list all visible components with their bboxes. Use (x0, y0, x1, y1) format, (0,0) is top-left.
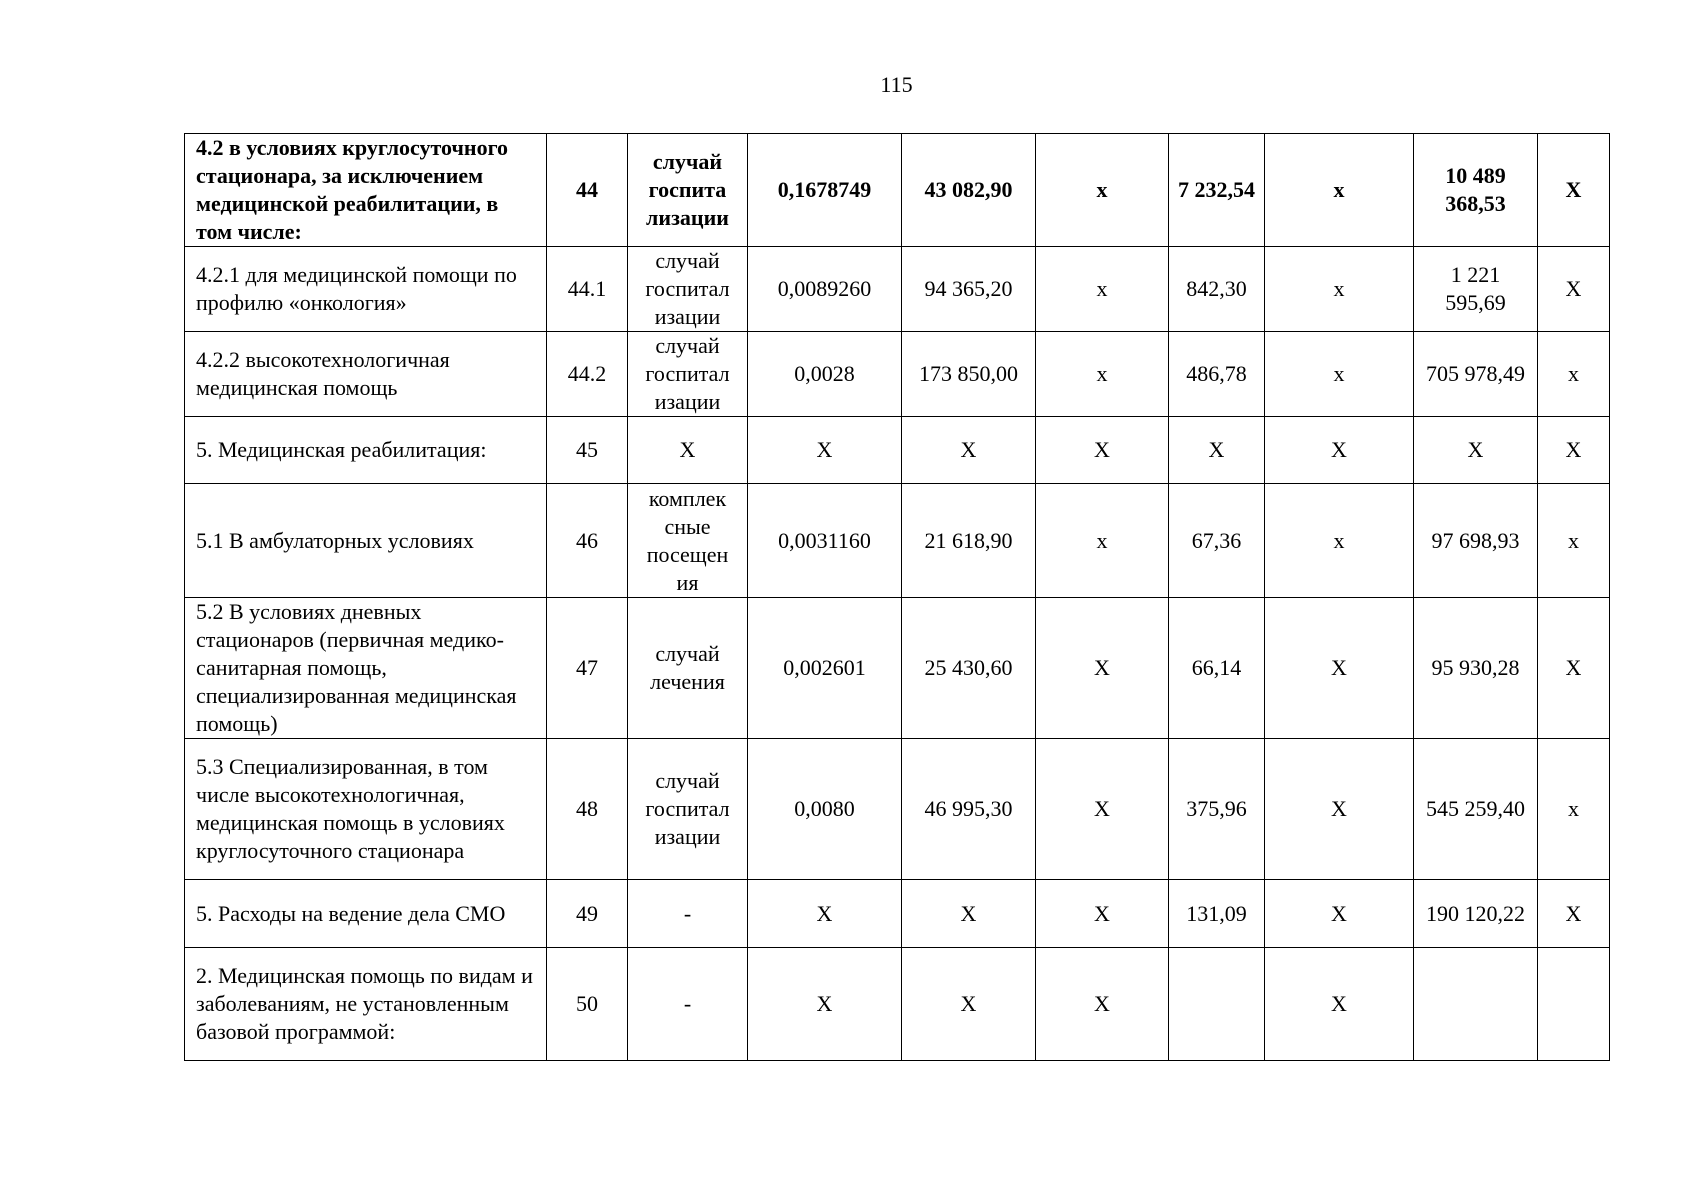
table-body (185, 134, 1610, 1061)
budget-per-capita-cell: х (1036, 484, 1169, 598)
oms-cost-cell: 10 489 368,53 (1414, 134, 1538, 247)
row-number: 50 (547, 948, 628, 1061)
cost-norm-cell: 21 618,90 (902, 484, 1036, 598)
row-label: 4.2.2 высокотехнологичная медицинская помощь (185, 332, 547, 417)
oms-per-capita-cell: 375,96 (1169, 739, 1265, 880)
budget-cost-cell: Х (1265, 417, 1414, 484)
unit-cell: случай госпитал изации (628, 247, 748, 332)
row-number: 45 (547, 417, 628, 484)
row-number: 44.2 (547, 332, 628, 417)
row-label: 5.1 В амбулаторных условиях (185, 484, 547, 598)
table-row (185, 948, 1610, 1061)
table-row (185, 332, 1610, 417)
oms-per-capita-cell: 67,36 (1169, 484, 1265, 598)
budget-per-capita-cell: Х (1036, 880, 1169, 948)
table-row (185, 247, 1610, 332)
volume-norm-cell: 0,0031160 (748, 484, 902, 598)
row-label: 5. Медицинская реабилитация: (185, 417, 547, 484)
budget-per-capita-cell: х (1036, 247, 1169, 332)
budget-cost-cell: х (1265, 484, 1414, 598)
cost-norm-cell: 173 850,00 (902, 332, 1036, 417)
volume-norm-cell: Х (748, 880, 902, 948)
oms-cost-cell: 190 120,22 (1414, 880, 1538, 948)
unit-cell: случай лечения (628, 598, 748, 739)
cost-norm-cell: Х (902, 880, 1036, 948)
cost-norm-cell: 46 995,30 (902, 739, 1036, 880)
total-cell: Х (1538, 417, 1610, 484)
volume-norm-cell: 0,0080 (748, 739, 902, 880)
budget-cost-cell: х (1265, 247, 1414, 332)
table-row (185, 598, 1610, 739)
volume-norm-cell: 0,002601 (748, 598, 902, 739)
oms-cost-cell (1414, 948, 1538, 1061)
budget-cost-cell: Х (1265, 880, 1414, 948)
row-label: 4.2 в условиях круглосуточного стационара, за исключением медицинской реабилитации, в том числе: (185, 134, 547, 247)
budget-per-capita-cell: Х (1036, 739, 1169, 880)
page-number: 115 (880, 72, 913, 97)
oms-per-capita-cell: 486,78 (1169, 332, 1265, 417)
volume-norm-cell: Х (748, 948, 902, 1061)
volume-norm-cell: Х (748, 417, 902, 484)
unit-cell: случай госпитал изации (628, 739, 748, 880)
budget-cost-cell: Х (1265, 948, 1414, 1061)
oms-per-capita-cell: 66,14 (1169, 598, 1265, 739)
oms-per-capita-cell: Х (1169, 417, 1265, 484)
total-cell (1538, 948, 1610, 1061)
oms-cost-cell: 545 259,40 (1414, 739, 1538, 880)
oms-cost-cell: 705 978,49 (1414, 332, 1538, 417)
oms-per-capita-cell: 131,09 (1169, 880, 1265, 948)
cost-norm-cell: 25 430,60 (902, 598, 1036, 739)
total-cell: Х (1538, 247, 1610, 332)
budget-cost-cell: х (1265, 134, 1414, 247)
table-row (185, 880, 1610, 948)
row-number: 44.1 (547, 247, 628, 332)
row-label: 5. Расходы на ведение дела СМО (185, 880, 547, 948)
row-number: 48 (547, 739, 628, 880)
row-label: 5.3 Специализированная, в том числе высокотехнологичная, медицинская помощь в условиях круглосуточного стационара (185, 739, 547, 880)
total-cell: х (1538, 739, 1610, 880)
cost-norm-cell: 43 082,90 (902, 134, 1036, 247)
budget-per-capita-cell: х (1036, 134, 1169, 247)
total-cell: Х (1538, 880, 1610, 948)
oms-per-capita-cell: 842,30 (1169, 247, 1265, 332)
cost-norm-cell: 94 365,20 (902, 247, 1036, 332)
budget-cost-cell: Х (1265, 739, 1414, 880)
oms-cost-cell: Х (1414, 417, 1538, 484)
total-cell: Х (1538, 134, 1610, 247)
budget-per-capita-cell: Х (1036, 417, 1169, 484)
unit-cell: случай госпита лизации (628, 134, 748, 247)
total-cell: х (1538, 484, 1610, 598)
oms-per-capita-cell (1169, 948, 1265, 1061)
total-cell: х (1538, 332, 1610, 417)
total-cell: Х (1538, 598, 1610, 739)
budget-cost-cell: х (1265, 332, 1414, 417)
cost-norm-cell: Х (902, 948, 1036, 1061)
row-number: 46 (547, 484, 628, 598)
budget-cost-cell: Х (1265, 598, 1414, 739)
oms-per-capita-cell: 7 232,54 (1169, 134, 1265, 247)
oms-cost-cell: 95 930,28 (1414, 598, 1538, 739)
unit-cell: случай госпитал изации (628, 332, 748, 417)
table-row (185, 484, 1610, 598)
unit-cell: комплек сные посещен ия (628, 484, 748, 598)
data-table (184, 133, 1610, 1061)
volume-norm-cell: 0,0028 (748, 332, 902, 417)
unit-cell: - (628, 880, 748, 948)
row-number: 47 (547, 598, 628, 739)
cost-norm-cell: Х (902, 417, 1036, 484)
budget-per-capita-cell: Х (1036, 948, 1169, 1061)
unit-cell: Х (628, 417, 748, 484)
oms-cost-cell: 1 221 595,69 (1414, 247, 1538, 332)
volume-norm-cell: 0,0089260 (748, 247, 902, 332)
row-number: 49 (547, 880, 628, 948)
row-label: 5.2 В условиях дневных стационаров (первичная медико-санитарная помощь, специализированная медицинская помощь) (185, 598, 547, 739)
row-label: 2. Медицинская помощь по видам и заболеваниям, не установленным базовой программой: (185, 948, 547, 1061)
row-label: 4.2.1 для медицинской помощи по профилю «онкология» (185, 247, 547, 332)
budget-per-capita-cell: х (1036, 332, 1169, 417)
unit-cell: - (628, 948, 748, 1061)
table-row (185, 134, 1610, 247)
table-row (185, 739, 1610, 880)
budget-per-capita-cell: Х (1036, 598, 1169, 739)
table-row (185, 417, 1610, 484)
oms-cost-cell: 97 698,93 (1414, 484, 1538, 598)
row-number: 44 (547, 134, 628, 247)
volume-norm-cell: 0,1678749 (748, 134, 902, 247)
